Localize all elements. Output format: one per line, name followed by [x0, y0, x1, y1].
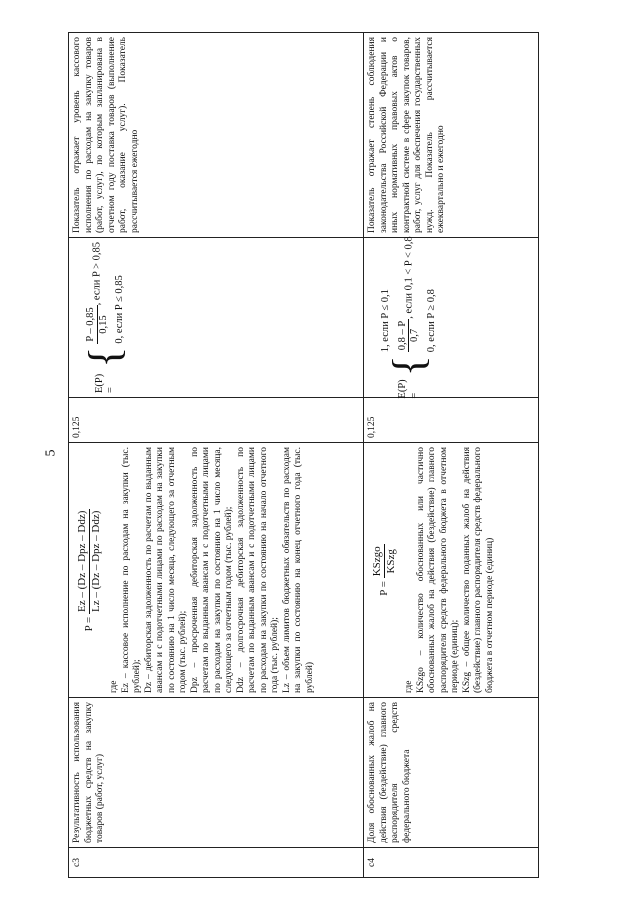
comment-cell — [69, 33, 364, 238]
definition-item: Dz – дебиторская задолженность по расчетам по выданным авансам и с подотчетными лицами по расходам на закупки по состоянию на 1 число месяца, следующего за отчетным годом (тыс. рублей); — [143, 447, 188, 693]
eval-numerator: 0,8 – P — [396, 320, 408, 351]
table-row-c4 — [364, 33, 539, 878]
weight: 0,125 — [364, 398, 539, 443]
formula — [371, 447, 398, 693]
weight: 0,125 — [69, 398, 364, 443]
eval-case: 1, если P ≤ 0,1 — [380, 289, 391, 353]
indicator-name-text: Доля обоснованных жалоб на действия (бездействие) главного распорядителя средств федерального бюджета — [367, 702, 412, 843]
formula-numerator: Ez – (Dz – Dpz – Ddz) — [76, 510, 88, 612]
row-code: с4 — [364, 848, 539, 878]
evaluation-formula — [375, 236, 442, 399]
formula-fraction — [371, 544, 398, 578]
evaluation-formula — [80, 242, 131, 393]
formula-denominator: KSzg — [385, 549, 397, 574]
where-label: где — [109, 680, 119, 693]
evaluation-cell — [69, 238, 364, 398]
eval-denominator: 0,7 — [409, 328, 420, 343]
formula-denominator: Lz – (Dz – Dpz – Ddz) — [90, 510, 102, 612]
eval-lhs: E(P) = — [397, 379, 420, 399]
definition-item: Ez – кассовое исполнение по расходам на закупки (тыс. рублей); — [120, 447, 142, 693]
brace-icon: { — [80, 346, 130, 368]
indicator-name-text: Результативность использования бюджетных средств на закупку товаров (работ, услуг) — [72, 702, 105, 843]
definition-item: KSzg – общее количество поданных жалоб на действия (бездействие) главного распорядителя средств федерального бюджета в отчетном периоде (единиц) — [461, 447, 495, 693]
eval-denominator: 0,15 — [97, 315, 109, 334]
formula — [76, 447, 103, 693]
indicator-table-sheet — [68, 33, 538, 878]
eval-numerator: P – 0,85 — [85, 307, 96, 342]
indicator-table — [68, 32, 539, 878]
formula-numerator: KSzgo — [371, 546, 383, 577]
eval-fraction — [85, 305, 109, 343]
eval-lhs: E(P) = — [93, 373, 117, 393]
formula-lhs: P = — [83, 616, 96, 632]
definition-item: Lz – объем лимитов бюджетных обязательств по расходам на закупки по состоянию на конец отчетного года (тыс. рублей) — [281, 447, 315, 693]
eval-condition: , если P > 0,85 — [91, 242, 103, 306]
eval-cases — [375, 236, 442, 352]
comment-text: Показатель отражает уровень кассового исполнения по расходам на закупку товаров (работ, услуг), по которым запланирована в отчетном году поставка товаров (выполнение работ, оказание услуг). Показатель рассчитывается ежегодно — [72, 37, 140, 233]
row-code: с3 — [69, 848, 364, 878]
brace-icon: { — [383, 355, 433, 377]
indicator-name — [364, 698, 539, 848]
table-row-c3 — [69, 33, 364, 878]
definition-item: Ddz – долгосрочная дебиторская задолженность по расчетам по выданным авансам и с подотчетными лицами по расходам на закупки по состоянию на начало отчетного года (тыс. рублей); — [235, 447, 280, 693]
formula-cell — [69, 443, 364, 698]
eval-cases — [80, 242, 131, 344]
indicator-name — [69, 698, 364, 848]
eval-case: 0, если P ≤ 0,85 — [114, 275, 125, 344]
eval-case: 0, если P ≥ 0,8 — [425, 289, 437, 353]
definition-item: KSzgo – количество обоснованных или частично обоснованных жалоб на действия (бездействие) главного распорядителя средств федерального бюджета в отчетном периоде (единиц); — [415, 447, 460, 693]
eval-condition: , если 0,1 < P < 0,8 — [402, 236, 414, 319]
eval-fraction — [397, 319, 421, 352]
where-label: где — [404, 680, 414, 693]
formula-lhs: P = — [378, 581, 391, 596]
formula-fraction — [76, 509, 103, 614]
formula-cell — [364, 443, 539, 698]
eval-case — [397, 236, 421, 352]
comment-text: Показатель отражает степень соблюдения законодательства Российской Федерации и иных нормативных правовых актов о контрактной системе в сфере закупок товаров, работ, услуг для обеспечения государственных нужд. Показатель рассчитывается ежеквартально и ежегодно — [367, 37, 446, 233]
eval-case — [85, 242, 109, 344]
page-number: 5 — [43, 449, 59, 457]
comment-cell — [364, 33, 539, 238]
definition-item: Dpz – просроченная дебиторская задолженность по расчетам по выданным авансам и с подотчетными лицами по расходам на закупки по состоянию на 1 число месяца, следующего за отчетным годом (тыс. рублей); — [189, 447, 234, 693]
evaluation-cell — [364, 238, 539, 398]
